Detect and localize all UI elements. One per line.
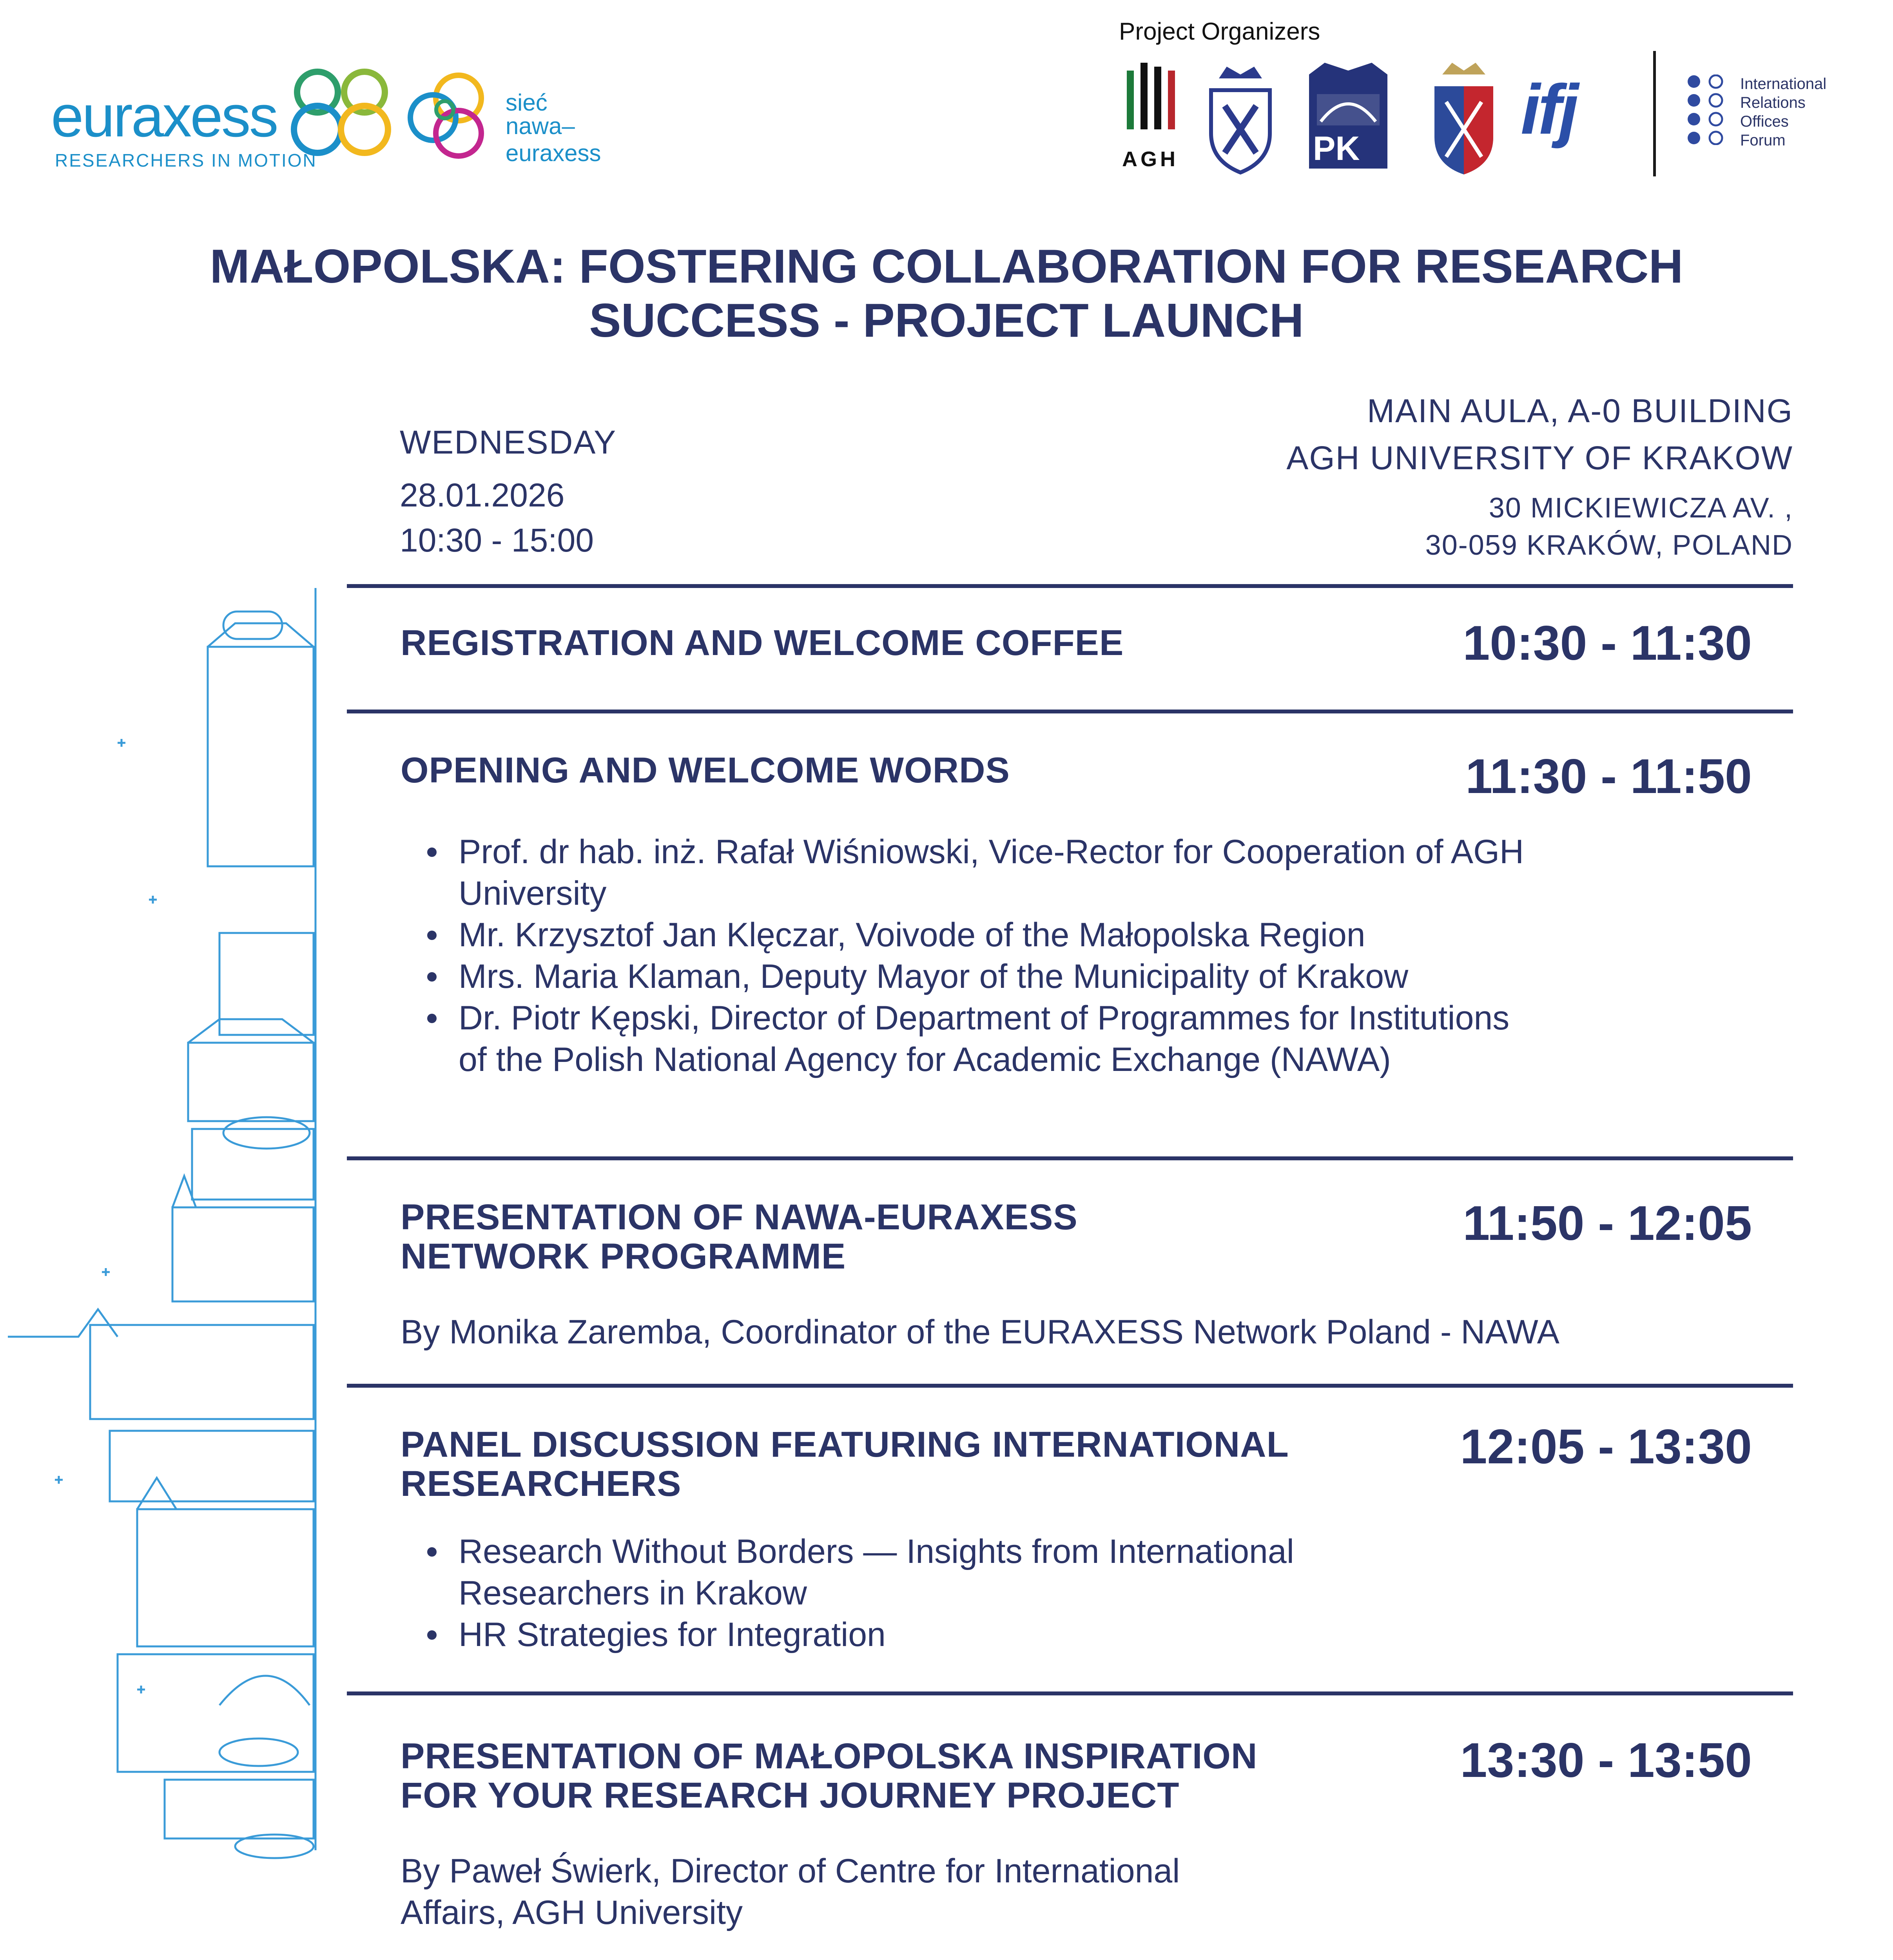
irof-logo-text xyxy=(1740,74,1826,150)
ifj-logo xyxy=(1521,63,1623,176)
topic-line: Researchers in Krakow xyxy=(459,1574,807,1612)
panel-topics-list xyxy=(459,1531,1294,1655)
nawa-euraxess-network-logo xyxy=(400,69,666,171)
euraxess-logo xyxy=(51,67,364,176)
venue-address-line2: 30-059 KRAKÓW, POLAND xyxy=(1425,530,1793,561)
registration-title: REGISTRATION AND WELCOME COFFEE xyxy=(401,623,1124,663)
irof-line: Offices xyxy=(1740,113,1789,130)
title-line: NETWORK PROGRAMME xyxy=(401,1236,846,1276)
list-item xyxy=(459,956,1524,997)
title-line: PRESENTATION OF MAŁOPOLSKA INSPIRATION xyxy=(401,1736,1258,1776)
ifj-label: ifj xyxy=(1521,70,1576,149)
euraxess-wordmark: euraxess xyxy=(51,83,277,149)
title-line: FOR YOUR RESEARCH JOURNEY PROJECT xyxy=(401,1775,1180,1815)
euraxess-tagline: RESEARCHERS IN MOTION xyxy=(55,150,317,171)
malopolska-presentation-title xyxy=(401,1737,1257,1815)
list-item xyxy=(459,1614,1294,1655)
agh-logo xyxy=(1119,63,1182,176)
krakow-skyline-illustration xyxy=(0,588,321,1882)
uken-crest-icon xyxy=(1431,63,1497,176)
agh-label: AGH xyxy=(1122,147,1179,171)
irof-dots-icon xyxy=(1685,74,1732,145)
irof-line: Forum xyxy=(1740,132,1786,149)
irof-line: International xyxy=(1740,75,1827,93)
list-item xyxy=(459,1531,1294,1614)
page-title-line2: SUCCESS - PROJECT LAUNCH xyxy=(589,294,1304,347)
page-title xyxy=(0,239,1893,347)
pk-label: PK xyxy=(1313,130,1360,167)
topic-line: Research Without Borders — Insights from International xyxy=(459,1533,1294,1570)
opening-time: 11:30 - 11:50 xyxy=(1465,750,1752,804)
irof-line: Relations xyxy=(1740,94,1806,111)
section-divider xyxy=(347,1691,1793,1695)
event-date: 28.01.2026 xyxy=(400,477,565,514)
speaker-line: Dr. Piotr Kępski, Director of Department of Programmes for Institutions xyxy=(459,999,1510,1037)
speaker-line: University xyxy=(459,875,607,912)
jagiellonian-crest-icon xyxy=(1203,63,1278,176)
speaker-line: Prof. dr hab. inż. Rafał Wiśniowski, Vice-Rector for Cooperation of AGH xyxy=(459,833,1524,871)
venue-university: AGH UNIVERSITY OF KRAKOW xyxy=(1286,439,1793,476)
malopolska-presenter xyxy=(401,1850,1180,1933)
list-item xyxy=(459,914,1524,956)
opening-title: OPENING AND WELCOME WORDS xyxy=(401,750,1010,790)
presenter-line: Affairs, AGH University xyxy=(401,1894,743,1931)
list-item xyxy=(459,997,1524,1080)
network-label-line1: sieć xyxy=(506,89,548,116)
section-divider xyxy=(347,710,1793,713)
speaker-line: Mrs. Maria Klaman, Deputy Mayor of the Municipality of Krakow xyxy=(459,958,1409,995)
title-line: PANEL DISCUSSION FEATURING INTERNATIONAL xyxy=(401,1425,1289,1465)
event-time: 10:30 - 15:00 xyxy=(400,522,594,559)
malopolska-presentation-time: 13:30 - 13:50 xyxy=(1460,1733,1752,1788)
panel-time: 12:05 - 13:30 xyxy=(1460,1420,1752,1474)
network-rings-icon xyxy=(400,69,502,163)
network-label-line2: nawa–euraxess xyxy=(506,113,601,166)
topic-line: HR Strategies for Integration xyxy=(459,1616,886,1653)
event-day: WEDNESDAY xyxy=(400,424,617,461)
nawa-presentation-time: 11:50 - 12:05 xyxy=(1463,1196,1752,1250)
venue-name: MAIN AULA, A-0 BUILDING xyxy=(1367,392,1793,429)
registration-time: 10:30 - 11:30 xyxy=(1463,616,1752,670)
agh-emblem-icon xyxy=(1119,63,1182,141)
section-divider xyxy=(347,1384,1793,1388)
nawa-presenter: By Monika Zaremba, Coordinator of the EURAXESS Network Poland - NAWA xyxy=(401,1313,1560,1351)
speaker-line: Mr. Krzysztof Jan Klęczar, Voivode of the Małopolska Region xyxy=(459,916,1365,954)
section-divider xyxy=(347,584,1793,588)
pk-logo xyxy=(1305,63,1391,176)
organizers-divider xyxy=(1653,51,1656,176)
section-divider xyxy=(347,1156,1793,1160)
speaker-line: of the Polish National Agency for Academic Exchange (NAWA) xyxy=(459,1041,1391,1078)
nawa-presentation-title xyxy=(401,1198,1078,1276)
opening-speakers-list xyxy=(459,831,1524,1080)
venue-address-line1: 30 MICKIEWICZA AV. , xyxy=(1489,492,1793,524)
list-item xyxy=(459,831,1524,914)
title-line: RESEARCHERS xyxy=(401,1464,682,1504)
presenter-line: By Paweł Świerk, Director of Centre for International xyxy=(401,1852,1180,1890)
panel-title xyxy=(401,1425,1289,1503)
euraxess-rings-icon xyxy=(278,67,408,157)
page-title-line1: MAŁOPOLSKA: FOSTERING COLLABORATION FOR RESEARCH xyxy=(210,240,1683,293)
title-line: PRESENTATION OF NAWA-EURAXESS xyxy=(401,1197,1078,1237)
organizers-title: Project Organizers xyxy=(1119,18,1320,45)
